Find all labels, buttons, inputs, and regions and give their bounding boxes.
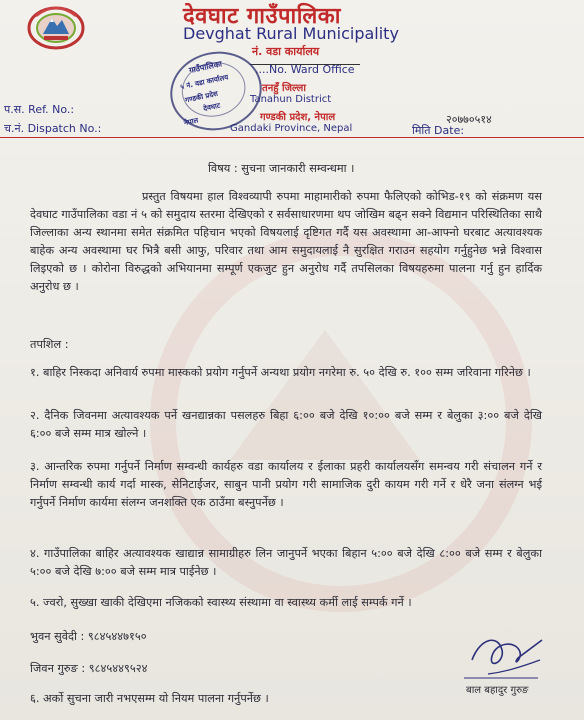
office-name-nepali: देवघाट गाउँपालिका: [183, 4, 341, 29]
contact-bhuvan: भुवन सुवेदी : ९८४५४४७१५०: [30, 630, 147, 643]
contact-jiwan: जिवन गुरुङ : ९८४५४४९५२४: [30, 662, 148, 675]
stamp-text-5: नेपाल: [183, 116, 199, 128]
province-nepali: गण्डकी प्रदेश, नेपाल: [260, 112, 336, 123]
date-value: २०७७०५१४: [446, 113, 492, 126]
list-item: ६. अर्को सुचना जारी नभएसम्म यो नियम पालना गर्नुपर्नेछ ।: [30, 692, 269, 705]
intro-paragraph: प्रस्तुत विषयमा हाल विश्वव्यापी रुपमा माहामारीको रुपमा फैलिएको कोभिड-१९ को संक्रमण यस देवघाट गाउँपालिका वडा नं ५ को समुदाय स्तरमा देखिएको र सर्वसाधारणमा थप जोखिम बढ्न सक्ने विद्यमान परिस्थितिका साथै जिल्लाका अन्य स्थानमा समेत संक्रमित पहिचान भएको विषयलाई दृष्टिगत गर्दै यस अवस्थामा आ-आफ्नो घरबाट अत्यावश्यक बाहेक अन्य अवस्थामा घर भित्रै बसी आफु, परिवार तथा आम समुदायलाई नै सुरक्षित गराउन सहयोग गर्नुहुनेछ भन्ने विश्वास लिइएको छ । कोरोना विरुद्धको अभियानमा सम्पूर्ण एकजुट हुन अनुरोध गर्दै तपसिलका विषयहरुमा पालना गर्नु हुन हार्दिक अनुरोध छ ।: [30, 190, 542, 293]
district-nepali: तनहुँ जिल्ला: [262, 83, 306, 94]
list-item: ३. आन्तरिक रुपमा गर्नुपर्ने निर्माण सम्वन्धी कार्यहरु वडा कार्यालय र ईलाका प्रहरी कार्यालयसँग समन्वय गरी संचालन गर्ने र निर्माण सम्वन्धी कार्य गर्दा मास्क, सेनिटाईजर, साबुन पानी प्रयोग गरी सामाजिक दुरी कायम गरी गर्ने र धेरै जना संलग्न भई गर्नुपर्ने निर्माण कार्यमा संलग्न जनशक्ति एक ठाउँमा बस्नुपर्नेछ ।: [30, 460, 542, 509]
signatory-name: बाल बहादुर गुरुङ: [466, 685, 529, 696]
list-item: ४. गाउँपालिका बाहिर अत्यावश्यक खाद्यान्न सामाग्रीहरु लिन जानुपर्ने भएका बिहान ५:०० बजे देखि ८:०० बजे सम्म र बेलुका ५:०० बजे देखि ७:०० बजे सम्म मात्र पाईनेछ ।: [30, 547, 542, 578]
list-item: २. दैनिक जिवनमा अत्यावश्यक पर्ने खनद्यान्नका पसलहरु बिहा ६:०० बजे देखि १०:०० बजे सम्म र बेलुका ३:०० बजे देखि ६:०० बजे सम्म मात्र खोल्ने ।: [30, 409, 542, 440]
stamp-text-4: देवघाट: [202, 101, 222, 113]
ward-office-english: ....No. Ward Office: [255, 63, 355, 76]
nepal-emblem-logo: [26, 2, 86, 50]
list-item: १. बाहिर निस्कदा अनिवार्य रुपमा मास्कको प्रयोग गर्नुपर्ने अन्यथा प्रयोग नगरेमा रु. ५० देखि रु. १०० सम्म जरिवाना गरिनेछ ।: [30, 366, 531, 379]
stamp-text-3: गण्डकी प्रदेश: [184, 89, 219, 105]
stamp-text-2: ५ नं. वडा कार्यालय: [179, 73, 230, 92]
list-item: ५. ज्वरो, सुख्खा खाकी देखिएमा नजिकको स्वास्थ्य संस्थामा वा स्वास्थ्य कर्मी लाई सम्पर्क गर्ने ।: [30, 596, 412, 609]
stamp-text-1: गाउँपालिका: [188, 59, 223, 76]
subject-line: विषय : सुचना जानकारी सम्वन्धमा ।: [208, 162, 355, 175]
office-name-english: Devghat Rural Municipality: [183, 24, 399, 43]
date-label: मिति Date:: [412, 124, 465, 137]
tapasil-heading: तपशिल :: [30, 338, 69, 351]
ref-no-label: प.स. Ref. No.:: [4, 103, 75, 116]
province-english: Gandaki Province, Nepal: [230, 123, 353, 134]
dispatch-no-label: च.नं. Dispatch No.:: [4, 122, 102, 135]
header-rule: [0, 137, 584, 138]
ward-office-nepali: नं. वडा कार्यालय: [252, 45, 320, 58]
district-english: Tanahun District: [250, 94, 332, 105]
